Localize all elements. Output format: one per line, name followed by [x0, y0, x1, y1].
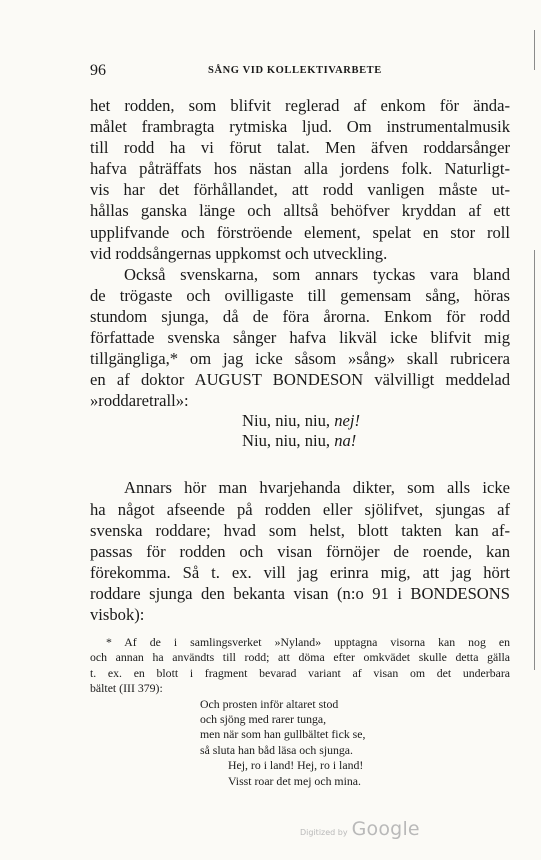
- paragraph-3: [90, 477, 510, 625]
- text-line: författade svenska sånger hafva likväl icke blifvit mig: [90, 328, 510, 348]
- text-line: Också svenskarna, som annars tyckas vara bland: [124, 264, 510, 284]
- spacer: [90, 451, 510, 477]
- google-logo: Google: [351, 818, 420, 840]
- footnote-line: och annan ha användts till rodd; att döma efter omkvädet skulle detta gälla: [90, 650, 510, 665]
- verse-line: [90, 431, 510, 451]
- text-line: till rodd ha vi förut talat. Men äfven roddarsånger: [90, 138, 510, 158]
- footnote-line: * Af de i samlingsverket »Nyland» upptagna visorna kan nog en: [106, 635, 510, 650]
- footnote-line: t. ex. en blott i fragment bevarad variant af visan om det underbara: [90, 665, 510, 680]
- footnote-verse: [90, 697, 510, 789]
- text-line: roddare sjunga den bekanta visan (n:o 91 i BONDESONS: [90, 583, 510, 603]
- verse-text: Niu, niu, niu,: [242, 411, 335, 431]
- text-line: hafva påträffats hos nästan alla jordens folk. Naturligt-: [90, 159, 510, 179]
- running-head: SÅNG VID KOLLEKTIVARBETE: [208, 65, 382, 76]
- watermark-prefix: Digitized by: [300, 828, 348, 837]
- text-line: tillgängliga,* om jag icke såsom »sång» skall rubricera: [90, 349, 510, 369]
- text-line: vid roddsångernas uppkomst och utveckling.: [90, 243, 388, 263]
- paragraph-1: [90, 95, 510, 264]
- text-line: målet frambragta rytmiska ljud. Om instrumentalmusik: [90, 117, 510, 137]
- text-line: vis har det förhållandet, att rodd vanligen måste ut-: [90, 180, 510, 200]
- footnote-verse-line: så sluta han båd läsa och sjunga.: [200, 742, 353, 757]
- footnote-verse-line: Och prosten inför altaret stod: [200, 696, 339, 711]
- footnote-verse-line: Visst roar det mej och mina.: [228, 773, 361, 788]
- footnote-line: bältet (III 379):: [90, 681, 163, 696]
- text-line: förekomma. Så t. ex. vill jag erinra mig, att jag hört: [90, 562, 510, 582]
- footnote: [90, 635, 510, 789]
- text-line: upplifvande och förströende element, spelat en stor roll: [90, 222, 510, 242]
- page-number: 96: [90, 62, 106, 79]
- text-line: svenska roddare; hvad som helst, blott takten kan af-: [90, 520, 510, 540]
- text-line: ha något afseende på rodden eller sjölifvet, sjungas af: [90, 499, 510, 519]
- text-line: passas för rodden och visan förnöjer de roende, kan: [90, 541, 510, 561]
- text-line: Annars hör man hvarjehanda dikter, som alls icke: [124, 478, 510, 498]
- digitized-watermark: [300, 818, 420, 840]
- text-line: »roddaretrall»:: [90, 391, 189, 411]
- footnote-verse-line: men när som han gullbältet fick se,: [200, 727, 366, 742]
- verse-italic: na!: [334, 431, 357, 451]
- text-line: stundom sjunga, då de föra årorna. Enkom för rodd: [90, 306, 510, 326]
- paragraph-2: [90, 264, 510, 412]
- verse-line: [90, 411, 510, 431]
- text-line: visbok):: [90, 604, 145, 624]
- page-edge-mark: [534, 250, 535, 670]
- text-line: het rodden, som blifvit reglerad af enkom för ända-: [90, 96, 510, 115]
- page-edge-mark: [534, 30, 535, 70]
- page-header: [90, 62, 510, 82]
- text-line: en af doktor AUGUST BONDESON välvilligt meddelad: [90, 370, 510, 390]
- verse-italic: nej!: [334, 411, 361, 431]
- text-line: de trögaste och ovilligaste till gemensam sång, höras: [90, 285, 510, 305]
- page-body: [90, 95, 510, 789]
- footnote-verse-line: Hej, ro i land! Hej, ro i land!: [228, 758, 364, 773]
- footnote-verse-line: och sjöng med rarer tunga,: [200, 712, 327, 727]
- verse-block: [90, 411, 510, 451]
- text-line: hållas ganska länge och alltså behöfver kryddan af ett: [90, 201, 510, 221]
- verse-text: Niu, niu, niu,: [242, 431, 335, 451]
